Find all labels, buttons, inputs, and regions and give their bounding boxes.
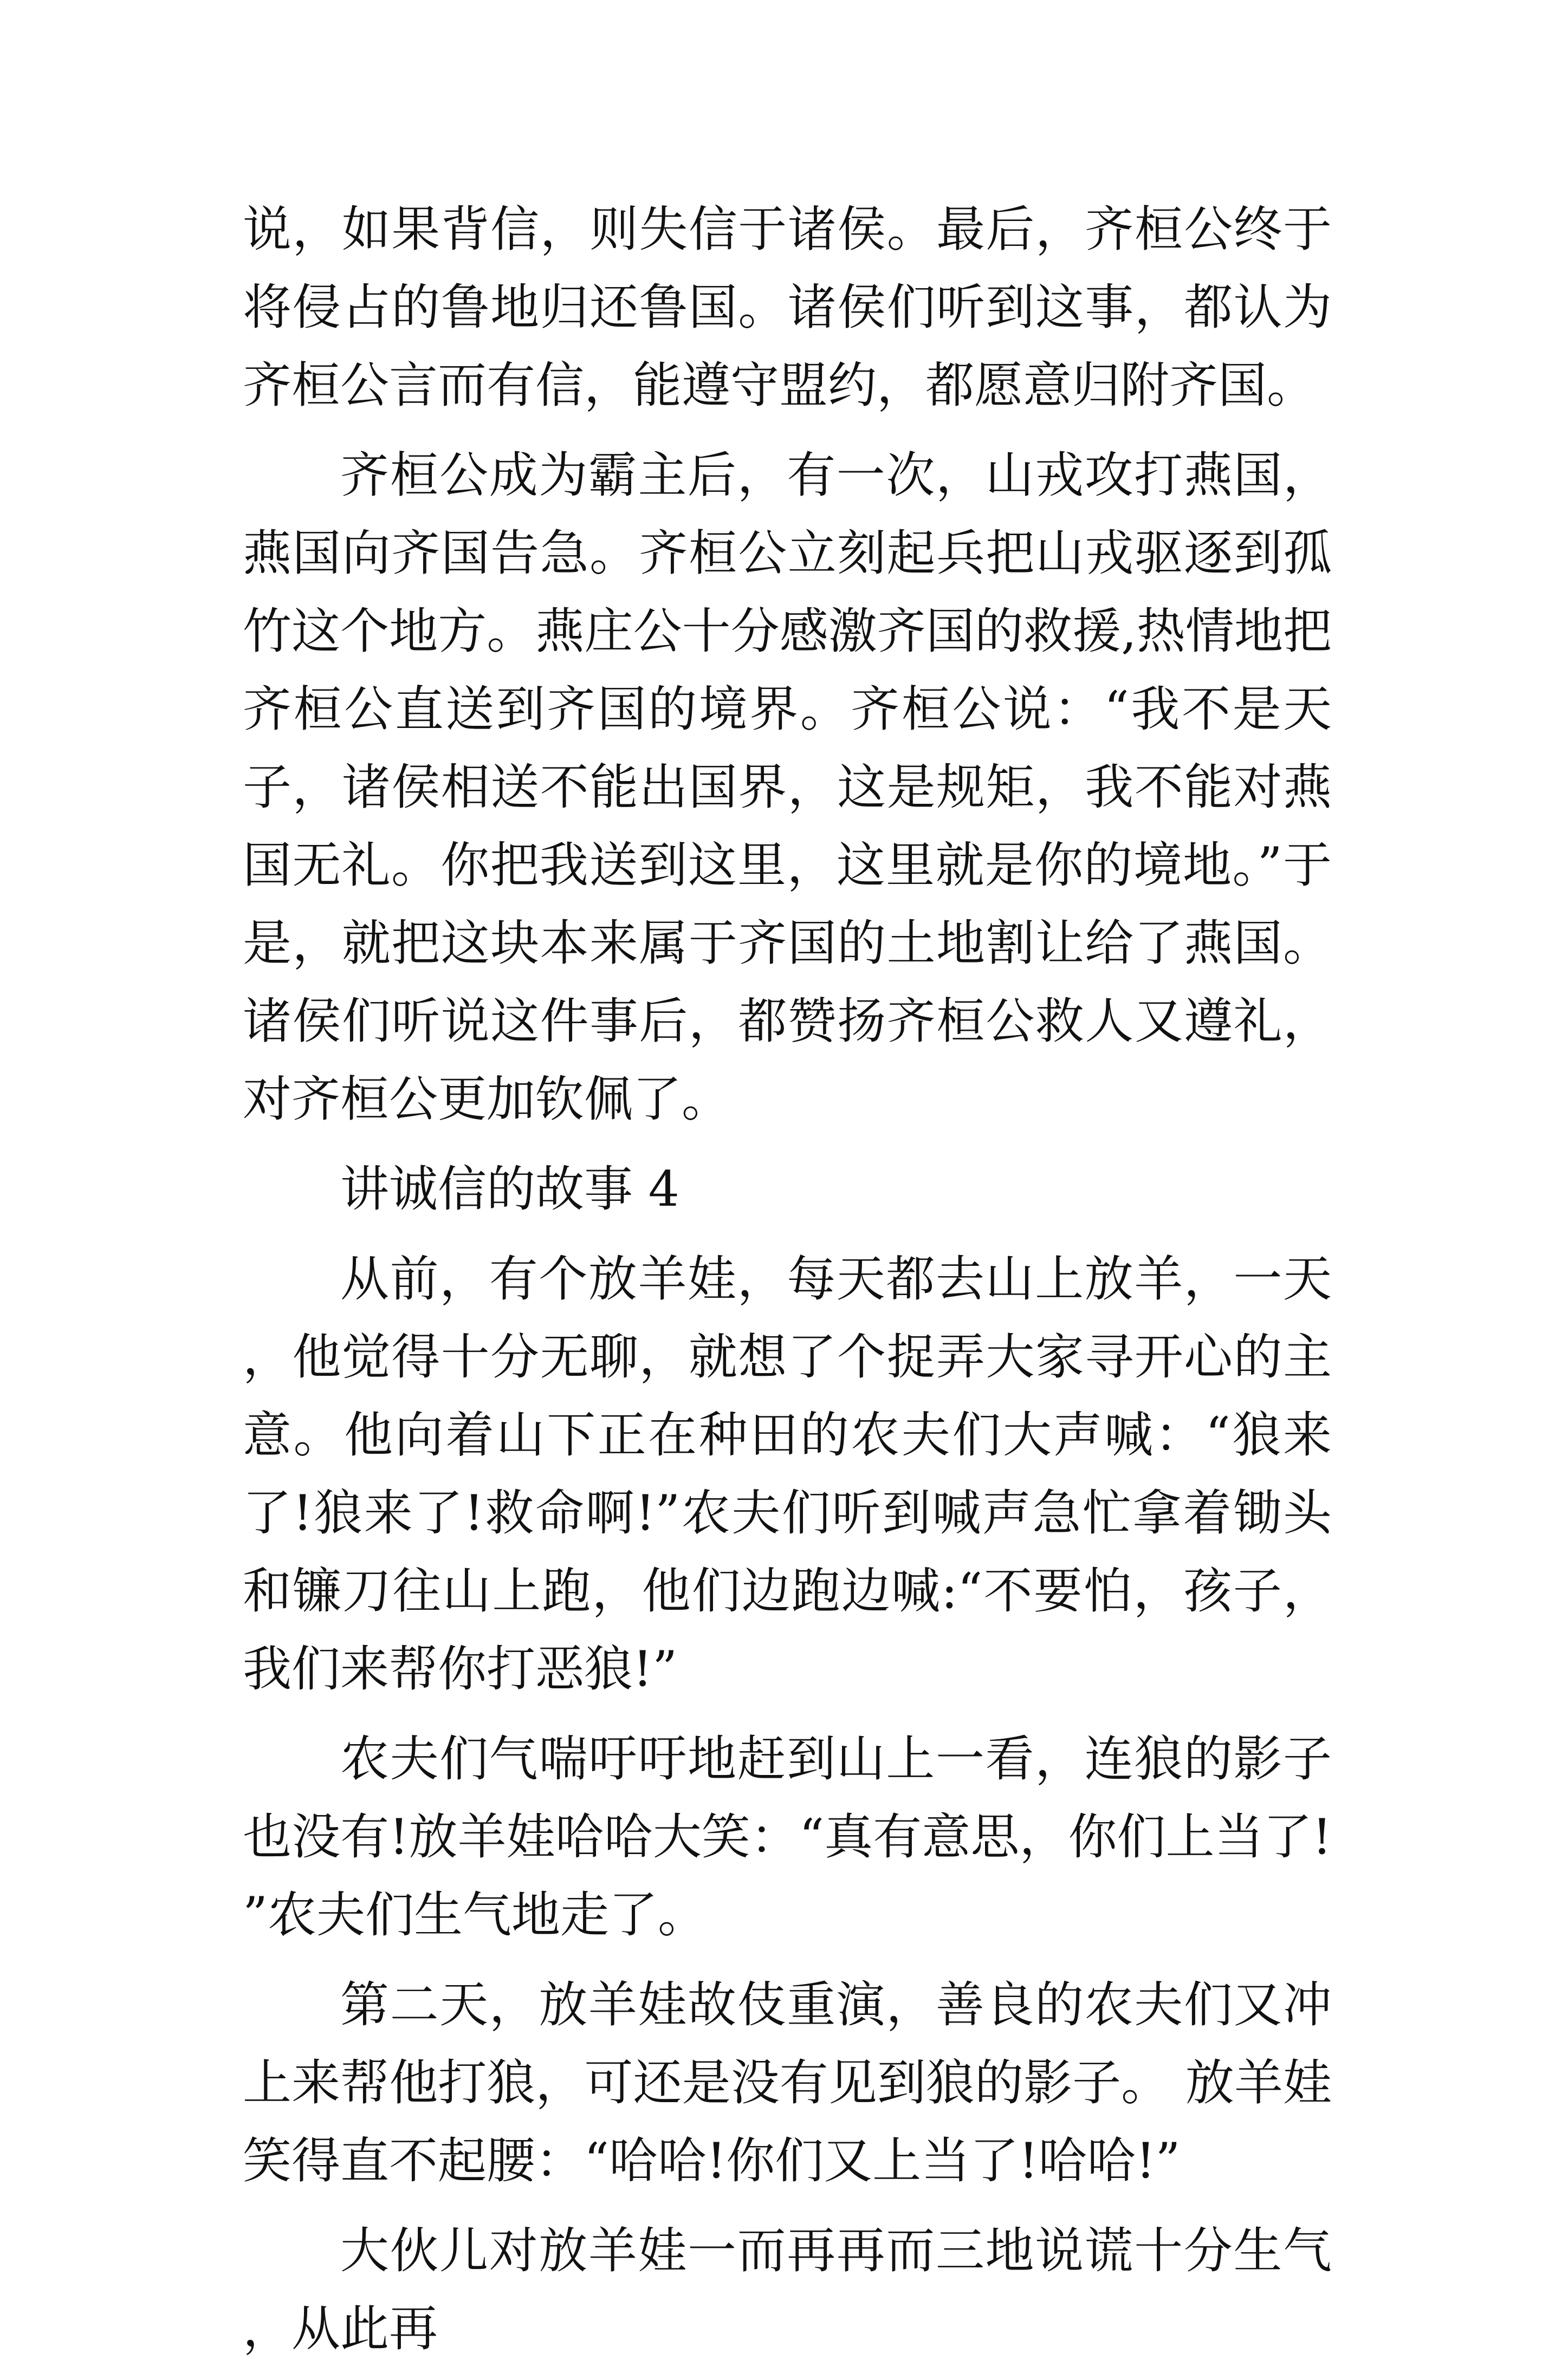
paragraph-yan-state: 齐桓公成为霸主后，有一次，山戎攻打燕国，燕国向齐国告急。齐桓公立刻起兵把山戎驱逐到孤竹这个地方。燕庄公十分感激齐国的救援,热情地把齐桓公直送到齐国的境界。齐桓公说：“我不是天子，诸侯相送不能出国界，这是规矩，我不能对燕国无礼。你把我送到这里，这里就是你的境地。”于是，就把这块本来属于齐国的土地割让给了燕国。诸侯们听说这件事后，都赞扬齐桓公救人又遵礼，对齐桓公更加钦佩了。 [243,447,1332,1128]
paragraph-continuation: 说，如果背信，则失信于诸侯。最后，齐桓公终于将侵占的鲁地归还鲁国。诸侯们听到这事，都认为齐桓公言而有信，能遵守盟约，都愿意归附齐国。 [243,201,1332,414]
paragraph-shepherd-boy: 从前，有个放羊娃，每天都去山上放羊，一天，他觉得十分无聊，就想了个捉弄大家寻开心的主意。他向着山下正在种田的农夫们大声喊：“狼来了!狼来了!救命啊!”农夫们听到喊声急忙拿着锄头和镰刀往山上跑，他们边跑边喊:“不要怕，孩子，我们来帮你打恶狼!” [243,1251,1332,1698]
paragraph-farmers-left: 农夫们气喘吁吁地赶到山上一看，连狼的影子也没有!放羊娃哈哈大笑：“真有意思，你们上当了!”农夫们生气地走了。 [243,1731,1332,1943]
document-body [243,191,1332,2380]
section-heading: 讲诚信的故事 4 [340,1161,679,1218]
paragraph-second-day: 第二天，放羊娃故伎重演，善良的农夫们又冲上来帮他打狼，可还是没有见到狼的影子。 放羊娃笑得直不起腰：“哈哈!你们又上当了!哈哈!” [243,1976,1332,2189]
paragraph-angry-villagers: 大伙儿对放羊娃一而再再而三地说谎十分生气，从此再 [243,2222,1332,2357]
